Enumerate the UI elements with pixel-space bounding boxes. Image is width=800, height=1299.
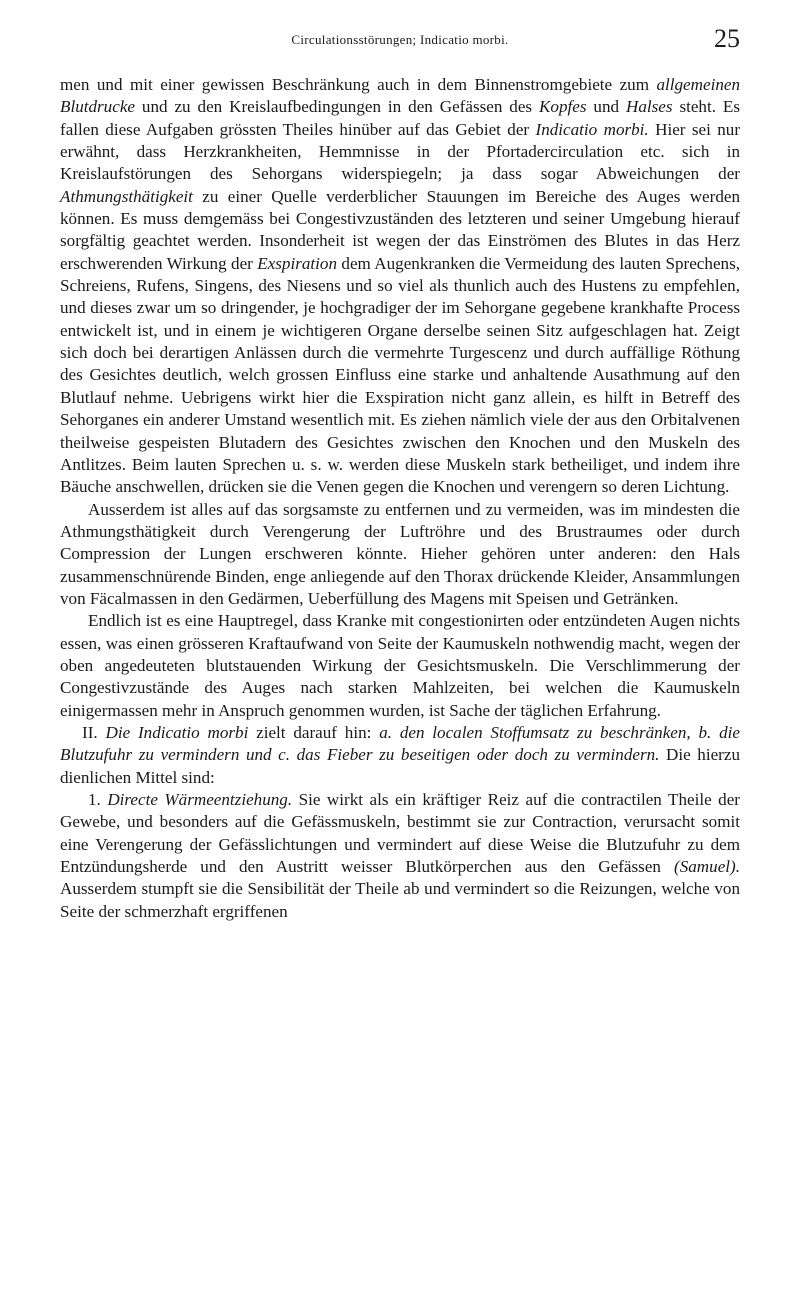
italic-term: Indicatio morbi. — [535, 119, 649, 139]
text-run: und — [586, 97, 626, 117]
body-text — [60, 74, 740, 923]
paragraph-item-1 — [60, 789, 740, 923]
italic-term: Directe Wärmeentziehung. — [107, 790, 293, 809]
text-run: dem Augenkranken die Vermeidung des lauten Sprechens, Schreiens, Rufens, Singens, des Niesens und so viel als thunlich auch des Hustens zu empfehlen, und dieses zwar um so dringender, je hochgradiger der im Sehorgane gegebene krankhafte Process entwickelt ist, und in einem je wichtigeren Organe derselbe seinen Sitz aufgeschlagen hat. Zeigt sich doch bei derartigen Anlässen durch die vermehrte Turgescenz und durch auffällige Röthung des Gesichtes deutlich, welch grossen Einfluss eine starke und anhaltende Ausathmung auf den Blutlauf nehme. Uebrigens wirkt hier die Exspiration nicht ganz allein, es hilft in Betreff des Sehorganes ein anderer Umstand wesentlich mit. Es ziehen nämlich viele der aus den Orbitalvenen theilweise gespeisten Blutadern des Gesichtes zwischen den Knochen und den Muskeln des Antlitzes. Beim lauten Sprechen u. s. w. werden diese Muskeln stark betheiliget, und indem ihre Bäuche anschwellen, drücken sie die Venen gegen die Knochen und verengern so deren Lichtung. — [60, 253, 741, 497]
text-run: und zu den Kreislaufbedingungen in den Gefässen des — [135, 97, 540, 117]
running-header-title: Circulationsstörungen; Indicatio morbi. — [291, 32, 509, 47]
text-run: Sie wirkt als ein kräftiger Reiz auf die contractilen Theile der Gewebe, und besonders auf die Gefässmuskeln, bestimmt sie zur Contraction, verursacht somit eine Verengerung der Gefässlichtungen und vermindert auf diese Weise die Blutzufuhr zu dem Entzündungsherde und den Austritt weisser Blutkörperchen aus den Gefässen — [60, 790, 740, 877]
text-run: Ausserdem stumpft sie die Sensibilität der Theile ab und vermindert so die Reizungen, welche von Seite der schmerzhaft ergriffenen — [60, 879, 740, 921]
paragraph-2: Ausserdem ist alles auf das sorgsamste zu entfernen und zu vermeiden, was im mindesten die Athmungsthätigkeit durch Verengerung der Luftröhre und des Brustraumes oder durch Compression der Lungen erschweren könnte. Hieher gehören unter anderen: den Hals zusammenschnürende Binden, enge anliegende auf den Thorax drückende Kleider, Ansammlungen von Fäcalmassen in den Gedärmen, Ueberfüllung des Magens mit Speisen und Getränken. — [60, 499, 740, 608]
italic-term: Halses — [625, 97, 673, 117]
italic-term: Die Indicatio morbi — [105, 722, 249, 742]
italic-term: Kopfes — [539, 97, 587, 117]
section-number: II. — [82, 722, 98, 742]
italic-term: a. den localen Stoffumsatz zu beschränken, b. die Blutzufuhr zu vermindern und c. das Fieber zu beseitigen oder doch zu vermindern. — [60, 722, 741, 765]
text-run: Hier sei nur erwähnt, dass Herzkrankheiten, Hemmnisse in der Pfortadercirculation etc. sich in Kreislaufstörungen des Sehorgans widerspiegeln; ja dass sogar Abweichungen der — [60, 119, 741, 184]
paragraph-3: Endlich ist es eine Hauptregel, dass Kranke mit congestionirten oder entzündeten Augen nichts essen, was einen grösseren Kraftaufwand von Seite der Kaumuskeln nothwendig macht, wegen der oben angedeuteten blutstauenden Wirkung der Gesichtsmuskeln. Die Verschlimmerung der Congestivzustände des Auges nach starken Mahlzeiten, bei welchen die Kaumuskeln einigermassen mehr in Anspruch genommen wurden, ist Sache der täglichen Erfahrung. — [60, 611, 740, 720]
text-run: Die hierzu dienlichen Mittel sind: — [60, 745, 741, 787]
running-header — [60, 24, 740, 70]
item-number: 1. — [88, 790, 101, 809]
paragraph-indicatio-morbi — [60, 722, 740, 789]
text-run: zu einer Quelle verderblicher Stauungen im Bereiche des Auges werden können. Es muss demgemäss bei Congestivzuständen des letzteren und seiner Umgebung hierauf sorgfältig geachtet werden. Insonderheit ist wegen der das Einströmen des Blutes in das Herz erschwerenden Wirkung der — [60, 186, 740, 273]
text-run: steht. Es fallen diese Aufgaben grössten Theiles hinüber auf das Gebiet der — [60, 97, 741, 139]
italic-term: (Samuel). — [674, 857, 740, 877]
italic-term: Exspiration — [257, 253, 338, 273]
text-run: zielt darauf hin: — [248, 722, 380, 742]
page-number: 25 — [714, 24, 740, 53]
italic-term: allgemeinen Blutdrucke — [60, 75, 740, 117]
text-run: men und mit einer gewissen Beschränkung auch in dem Binnenstromgebiete zum — [60, 75, 657, 94]
italic-term: Athmungsthätigkeit — [60, 186, 193, 206]
paragraph-1 — [60, 74, 740, 499]
